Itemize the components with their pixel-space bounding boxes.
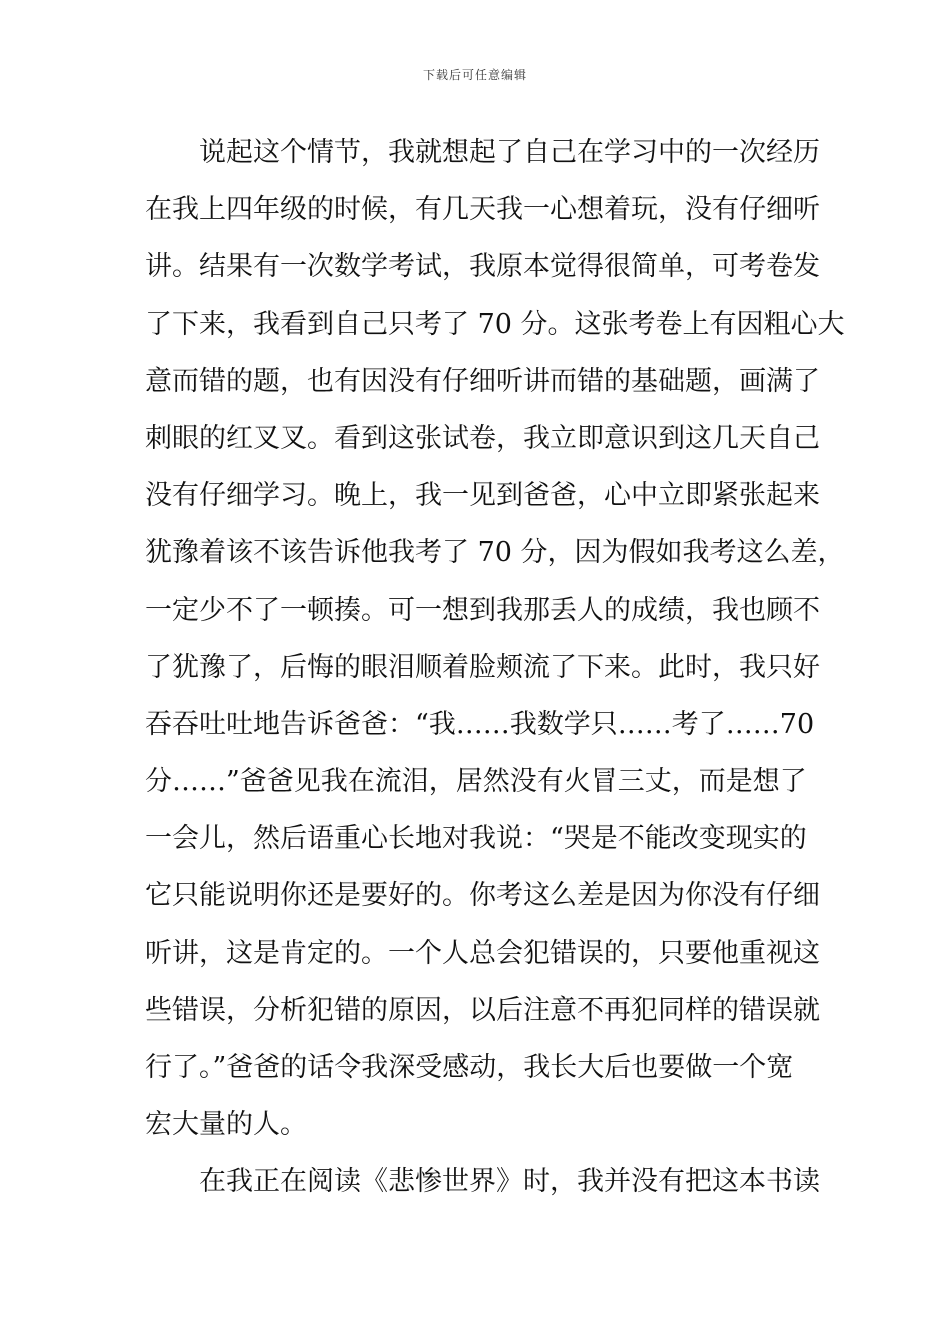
paragraph-line: 分……”爸爸见我在流泪，居然没有火冒三丈，而是想了 bbox=[145, 766, 807, 798]
paragraph-line: 宏大量的人。 bbox=[145, 1109, 307, 1141]
paragraph-line: 了下来，我看到自己只考了 70 分。这张考卷上有因粗心大 bbox=[145, 308, 845, 340]
paragraph-line: 听讲，这是肯定的。一个人总会犯错误的，只要他重视这 bbox=[145, 937, 820, 969]
body-text bbox=[145, 124, 845, 1211]
paragraph-line: 它只能说明你还是要好的。你考这么差是因为你没有仔细 bbox=[145, 880, 820, 912]
paragraph-line: 讲。结果有一次数学考试，我原本觉得很简单，可考卷发 bbox=[145, 251, 820, 283]
paragraph-line: 吞吞吐吐地告诉爸爸：“我……我数学只……考了……70 bbox=[145, 708, 815, 740]
paragraph-line: 犹豫着该不该告诉他我考了 70 分，因为假如我考这么差， bbox=[145, 537, 845, 569]
paragraph-line: 了犹豫了，后悔的眼泪顺着脸颊流了下来。此时，我只好 bbox=[145, 651, 820, 683]
paragraph-line: 在我上四年级的时候，有几天我一心想着玩，没有仔细听 bbox=[145, 194, 820, 226]
paragraph-line: 些错误，分析犯错的原因，以后注意不再犯同样的错误就 bbox=[145, 994, 820, 1026]
page-header: 下载后可任意编辑 bbox=[422, 68, 527, 82]
paragraph-line: 意而错的题，也有因没有仔细听讲而错的基础题，画满了 bbox=[145, 365, 820, 397]
paragraph-line: 刺眼的红叉叉。看到这张试卷，我立即意识到这几天自己 bbox=[145, 422, 820, 454]
paragraph-line: 行了。”爸爸的话令我深受感动，我长大后也要做一个宽 bbox=[145, 1052, 794, 1083]
paragraph-line: 一定少不了一顿揍。可一想到我那丢人的成绩，我也顾不 bbox=[145, 594, 820, 626]
paragraph-line: 没有仔细学习。晚上，我一见到爸爸，心中立即紧张起来 bbox=[145, 480, 820, 512]
paragraph-line: 在我正在阅读《悲惨世界》时，我并没有把这本书读 bbox=[199, 1166, 820, 1198]
paragraph-line: 一会儿，然后语重心长地对我说：“哭是不能改变现实的 bbox=[145, 823, 807, 855]
paragraph-line: 说起这个情节，我就想起了自己在学习中的一次经历 bbox=[199, 137, 820, 168]
